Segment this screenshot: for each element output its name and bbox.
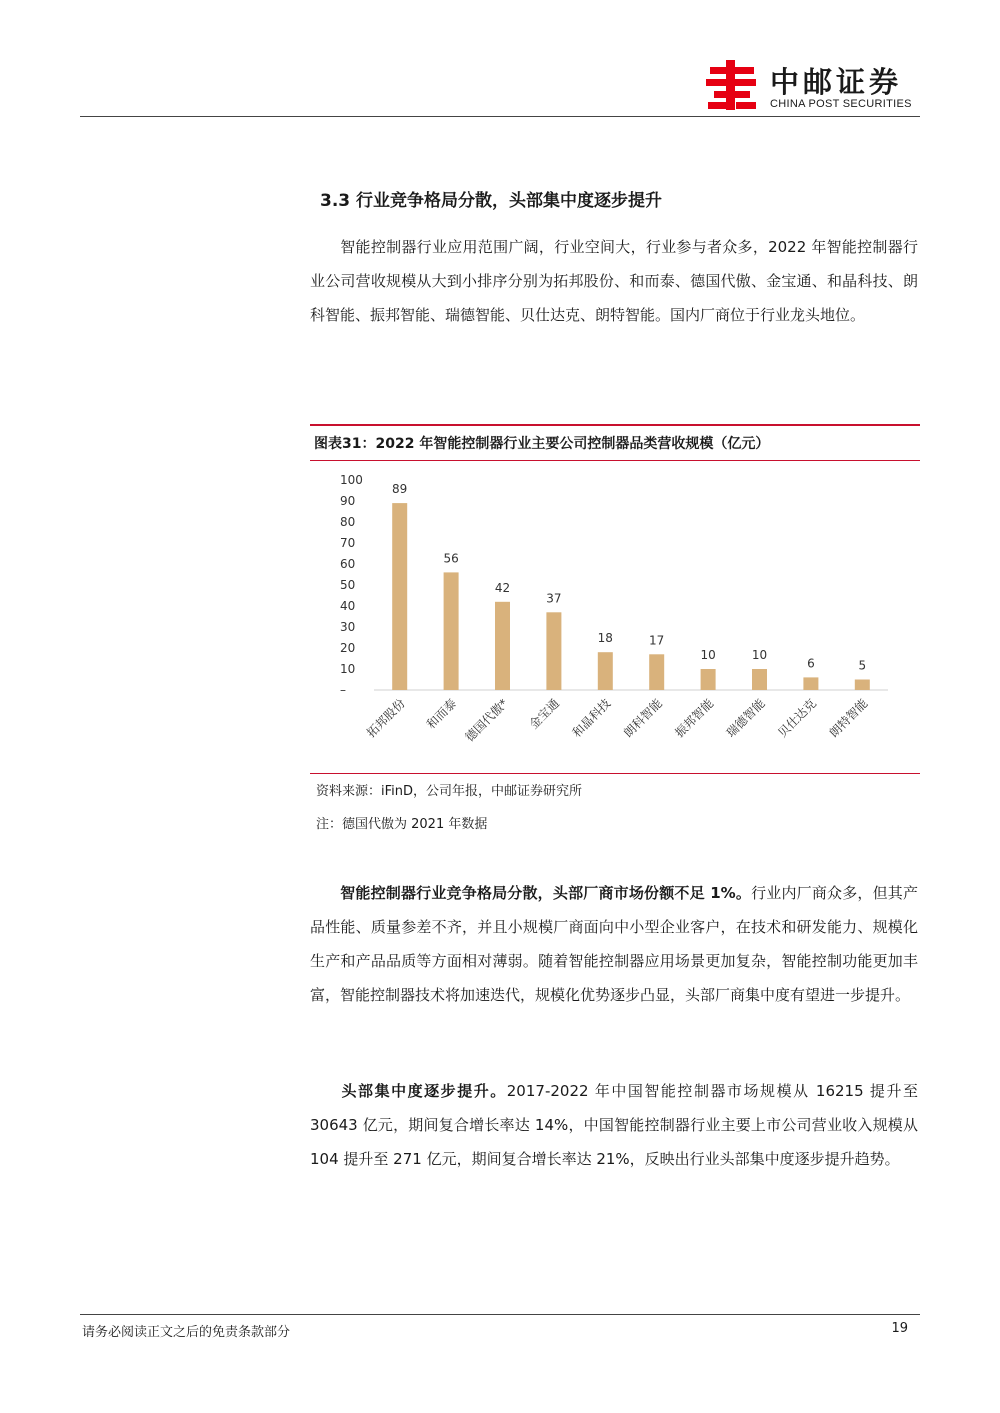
paragraph-competition-lead: 智能控制器行业竞争格局分散，头部厂商市场份额不足 1%。 (340, 884, 752, 902)
company-logo (706, 58, 758, 112)
paragraph-concentration-text: 2017-2022 年中国智能控制器市场规模从 16215 提升至 30643 亿元，期间复合增长率达 14%，中国智能控制器行业主要上市公司营业收入规模从 104 提升至 271 亿元，期间复合增长率达 21%，反映出行业头部集中度逐步提升趋势。 (310, 1082, 918, 1168)
footer-disclaimer: 请务必阅读正文之后的免责条款部分 (82, 1325, 291, 1340)
bar-value-label: 56 (443, 551, 459, 566)
figure-bottom-rule (310, 773, 920, 774)
category-label: 和晶科技 (569, 696, 614, 741)
category-label: 瑞德智能 (723, 696, 768, 741)
category-label: 朗科智能 (620, 696, 665, 741)
figure-title: 图表31：2022 年智能控制器行业主要公司控制器品类营收规模（亿元） (314, 436, 770, 452)
bar-value-label: 5 (858, 658, 867, 673)
bar-chart (310, 466, 920, 772)
category-label: 德国代傲* (462, 696, 511, 745)
figure-source: 资料来源：iFinD，公司年报，中邮证券研究所 (316, 784, 583, 799)
bar (444, 572, 459, 690)
bar (855, 680, 870, 691)
y-tick-label: 70 (340, 536, 356, 550)
bar-value-label: 89 (392, 482, 408, 497)
paragraph-intro-text: 智能控制器行业应用范围广阔，行业空间大，行业参与者众多，2022 年智能控制器行业公司营收规模从大到小排序分别为拓邦股份、和而泰、德国代傲、金宝通、和晶科技、朗科智能、振邦智能、瑞德智能、贝仕达克、朗特智能。国内厂商位于行业龙头地位。 (310, 238, 918, 324)
y-tick-label: 90 (340, 494, 356, 508)
y-axis (340, 473, 363, 697)
bar (701, 669, 716, 690)
y-tick-label: 80 (340, 515, 356, 529)
bar (598, 652, 613, 690)
y-tick-label: 40 (340, 599, 356, 613)
bar (803, 677, 818, 690)
paragraph-concentration (310, 1074, 918, 1176)
bar-value-label: 42 (494, 580, 511, 595)
bar-value-label: 6 (807, 656, 815, 671)
footer-divider (80, 1314, 920, 1315)
paragraph-competition-text: 行业内厂商众多，但其产品性能、质量参差不齐，并且小规模厂商面向中小型企业客户，在技术和研发能力、规模化生产和产品品质等方面相对薄弱。随着智能控制器应用场景更加复杂，智能控制功能更加丰富，智能控制器技术将加速迭代，规模化优势逐步凸显，头部厂商集中度有望进一步提升。 (310, 884, 918, 1004)
page-number: 19 (891, 1321, 908, 1336)
bar (649, 654, 664, 690)
bar (752, 669, 767, 690)
brand-name-cn: 中邮证券 (770, 65, 903, 99)
bar-value-label: 10 (700, 648, 716, 662)
category-label: 贝仕达克 (775, 696, 820, 741)
bar (546, 612, 561, 690)
category-label: 金宝通 (526, 696, 563, 732)
y-tick-label: 100 (340, 473, 363, 487)
bar (392, 503, 407, 690)
section-title: 3.3 行业竞争格局分散，头部集中度逐步提升 (320, 191, 663, 211)
y-tick-label: 50 (340, 578, 356, 592)
bar-value-label: 17 (649, 633, 665, 648)
y-tick-label: 20 (340, 641, 356, 655)
paragraph-competition (310, 876, 918, 1012)
category-label: 拓邦股份 (363, 696, 408, 741)
category-label: 和而泰 (423, 696, 460, 732)
y-tick-label: 10 (340, 662, 356, 676)
y-tick-label: 30 (340, 620, 356, 634)
paragraph-intro (310, 230, 918, 332)
bar-value-label: 18 (597, 631, 613, 646)
brand-name-en: CHINA POST SECURITIES (770, 98, 912, 110)
paragraph-concentration-lead: 头部集中度逐步提升。 (340, 1082, 507, 1100)
category-label: 振邦智能 (672, 696, 717, 741)
category-label: 朗特智能 (826, 696, 871, 741)
bar-value-label: 37 (546, 591, 562, 606)
bar-value-label: 10 (751, 648, 768, 662)
y-tick-label: – (340, 683, 346, 697)
figure-note: 注：德国代傲为 2021 年数据 (316, 817, 488, 832)
header-divider (80, 116, 920, 117)
figure-title-rule (310, 460, 920, 461)
y-tick-label: 60 (340, 557, 356, 571)
bar (495, 602, 510, 690)
figure-top-rule (310, 424, 920, 426)
